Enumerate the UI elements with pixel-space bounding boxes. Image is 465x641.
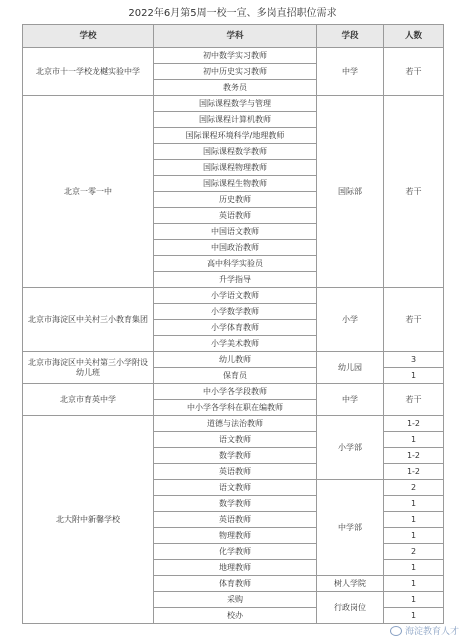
subject-cell: 小学数学教师 <box>154 304 317 320</box>
school-cell: 北京市海淀区中关村三小教育集团 <box>23 288 154 352</box>
count-cell: 1 <box>384 528 444 544</box>
page-title: 2022年6月第5周一校一宣、多岗直招职位需求 <box>128 8 337 19</box>
count-cell: 1 <box>384 432 444 448</box>
header-count: 人数 <box>384 25 444 48</box>
level-cell: 中学 <box>317 48 384 96</box>
subject-cell: 道德与法治教师 <box>154 416 317 432</box>
count-cell: 若干 <box>384 96 444 288</box>
job-table <box>22 24 444 624</box>
subject-cell: 数学教师 <box>154 448 317 464</box>
level-cell: 中学 <box>317 384 384 416</box>
count-cell: 1 <box>384 592 444 608</box>
table-row <box>23 96 444 112</box>
subject-cell: 国际课程环境科学/地理教师 <box>154 128 317 144</box>
count-cell: 1 <box>384 576 444 592</box>
header-school: 学校 <box>23 25 154 48</box>
count-cell: 2 <box>384 480 444 496</box>
count-cell: 1-2 <box>384 416 444 432</box>
table-row <box>23 416 444 432</box>
subject-cell: 国际课程物理教师 <box>154 160 317 176</box>
subject-cell: 英语教师 <box>154 208 317 224</box>
table-row <box>23 352 444 368</box>
table-row <box>23 384 444 400</box>
subject-cell: 语文教师 <box>154 480 317 496</box>
subject-cell: 高中科学实验员 <box>154 256 317 272</box>
subject-cell: 国际课程生物教师 <box>154 176 317 192</box>
subject-cell: 化学教师 <box>154 544 317 560</box>
count-cell: 若干 <box>384 288 444 352</box>
header-subject: 学科 <box>154 25 317 48</box>
subject-cell: 中小学各学科在职在编教师 <box>154 400 317 416</box>
subject-cell: 数学教师 <box>154 496 317 512</box>
subject-cell: 小学美术教师 <box>154 336 317 352</box>
school-cell: 北京一零一中 <box>23 96 154 288</box>
school-cell: 北大附中新馨学校 <box>23 416 154 624</box>
subject-cell: 语文教师 <box>154 432 317 448</box>
level-cell: 幼儿园 <box>317 352 384 384</box>
wechat-icon <box>390 626 402 636</box>
subject-cell: 教务员 <box>154 80 317 96</box>
subject-cell: 初中历史实习教师 <box>154 64 317 80</box>
count-cell: 1 <box>384 512 444 528</box>
subject-cell: 初中数学实习教师 <box>154 48 317 64</box>
table-header-row <box>23 25 444 48</box>
count-cell: 若干 <box>384 48 444 96</box>
level-cell: 行政岗位 <box>317 592 384 624</box>
subject-cell: 校办 <box>154 608 317 624</box>
header-level: 学段 <box>317 25 384 48</box>
count-cell: 1 <box>384 368 444 384</box>
subject-cell: 地理教师 <box>154 560 317 576</box>
count-cell: 1 <box>384 560 444 576</box>
subject-cell: 中国政治教师 <box>154 240 317 256</box>
table-row <box>23 288 444 304</box>
subject-cell: 保育员 <box>154 368 317 384</box>
level-cell: 国际部 <box>317 96 384 288</box>
count-cell: 1-2 <box>384 464 444 480</box>
school-cell: 北京市十一学校龙樾实验中学 <box>23 48 154 96</box>
subject-cell: 物理教师 <box>154 528 317 544</box>
table-row <box>23 48 444 64</box>
count-cell: 1 <box>384 496 444 512</box>
school-cell: 北京市海淀区中关村第三小学附设幼儿班 <box>23 352 154 384</box>
count-cell: 2 <box>384 544 444 560</box>
subject-cell: 小学体育教师 <box>154 320 317 336</box>
subject-cell: 国际课程数学与管理 <box>154 96 317 112</box>
subject-cell: 升学指导 <box>154 272 317 288</box>
count-cell: 若干 <box>384 384 444 416</box>
level-cell: 中学部 <box>317 480 384 576</box>
count-cell: 3 <box>384 352 444 368</box>
level-cell: 小学 <box>317 288 384 352</box>
watermark <box>390 624 459 637</box>
subject-cell: 英语教师 <box>154 464 317 480</box>
subject-cell: 中小学各学段教师 <box>154 384 317 400</box>
watermark-text: 海淀教育人才 <box>404 627 459 637</box>
subject-cell: 国际课程数学教师 <box>154 144 317 160</box>
school-cell: 北京市育英中学 <box>23 384 154 416</box>
subject-cell: 国际课程计算机教师 <box>154 112 317 128</box>
subject-cell: 体育教师 <box>154 576 317 592</box>
subject-cell: 小学语文教师 <box>154 288 317 304</box>
level-cell: 树人学院 <box>317 576 384 592</box>
count-cell: 1-2 <box>384 448 444 464</box>
subject-cell: 中国语文教师 <box>154 224 317 240</box>
level-cell: 小学部 <box>317 416 384 480</box>
subject-cell: 历史教师 <box>154 192 317 208</box>
count-cell: 1 <box>384 608 444 624</box>
subject-cell: 采购 <box>154 592 317 608</box>
subject-cell: 英语教师 <box>154 512 317 528</box>
subject-cell: 幼儿教师 <box>154 352 317 368</box>
